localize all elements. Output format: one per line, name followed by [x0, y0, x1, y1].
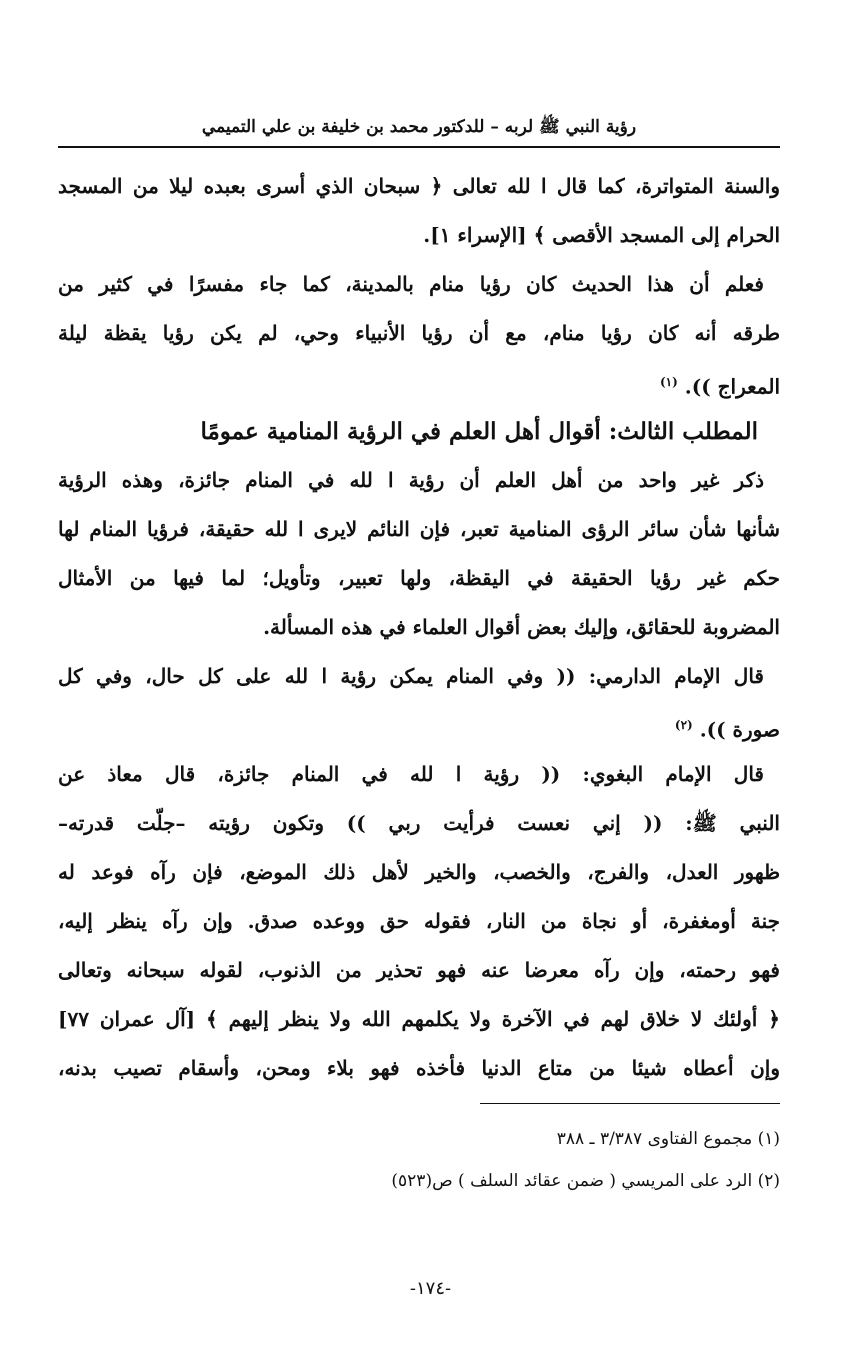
text-line: قال الإمام البغوي: (( رؤية ا لله في المنام جائزة، قال معاذ عن — [58, 762, 764, 786]
text-line: النبي ﷺ: (( إني نعست فرأيت ربي )) وتكون رؤيته –جلّت قدرته– — [58, 811, 780, 835]
text-line: المعراج )). — [684, 374, 780, 399]
header-divider — [58, 146, 780, 148]
text-line: ﴿ أولئك لا خلاق لهم في الآخرة ولا يكلمهم الله ولا ينظر إليهم ﴾ [آل عمران ٧٧] — [58, 1007, 780, 1031]
text-line: الحرام إلى المسجد الأقصى ﴾ [الإسراء ١]. — [423, 223, 780, 247]
text-line-with-footnote — [58, 701, 780, 750]
footnote-divider — [480, 1103, 780, 1104]
footnote-item: (١) مجموع الفتاوى ٣/٣٨٧ ـ ٣٨٨ — [556, 1129, 780, 1149]
text-line: وإن أعطاه شيئا من متاع الدنيا فأخذه فهو بلاء ومحن، وأسقام تصيب بدنه، — [58, 1056, 780, 1080]
text-line: قال الإمام الدارمي: (( وفي المنام يمكن رؤية ا لله على كل حال، وفي كل — [58, 664, 764, 688]
text-line: شأنها شأن سائر الرؤى المنامية تعبر، فإن النائم لايرى ا لله حقيقة، فرؤيا المنام لها — [58, 517, 780, 541]
text-line: المضروبة للحقائق، وإليك بعض أقوال العلماء في هذه المسألة. — [263, 615, 780, 639]
footnote-marker: (١) — [659, 375, 678, 389]
text-line: فعلم أن هذا الحديث كان رؤيا منام بالمدينة، كما جاء مفسرًا في كثير من — [58, 272, 764, 296]
text-line: والسنة المتواترة، كما قال ا لله تعالى ﴿ سبحان الذي أسرى بعبده ليلا من المسجد — [58, 174, 780, 198]
page-number: -١٧٤- — [409, 1278, 452, 1299]
footnote-item: (٢) الرد على المريسي ( ضمن عقائد السلف ) ص(٥٢٣) — [391, 1171, 780, 1191]
footnotes — [58, 1118, 780, 1202]
text-line: جنة أومغفرة، أو نجاة من النار، فقوله حق ووعده صدق. وإن رآه ينظر إليه، — [58, 909, 780, 933]
text-line: ظهور العدل، والفرج، والخصب، والخير لأهل ذلك الموضع، فإن رآه فوعد له — [58, 860, 780, 884]
main-text — [58, 162, 780, 1093]
text-line-with-footnote — [58, 358, 780, 407]
footnote-marker: (٢) — [674, 718, 693, 732]
text-line: حكم غير رؤيا الحقيقة في اليقظة، ولها تعبير، وتأويل؛ لما فيها من الأمثال — [58, 566, 780, 590]
running-header: رؤية النبي ﷺ لربه – للدكتور محمد بن خليفة بن علي التميمي — [201, 117, 637, 137]
section-heading: المطلب الثالث: أقوال أهل العلم في الرؤية المنامية عمومًا — [200, 418, 758, 445]
text-line: ذكر غير واحد من أهل العلم أن رؤية ا لله في المنام جائزة، وهذه الرؤية — [58, 468, 764, 492]
text-line: صورة )). — [699, 717, 780, 742]
text-line: فهو رحمته، وإن رآه معرضا عنه فهو تحذير من الذنوب، لقوله سبحانه وتعالى — [58, 958, 780, 982]
text-line: طرقه أنه كان رؤيا منام، مع أن رؤيا الأنبياء وحي، لم يكن رؤيا يقظة ليلة — [58, 321, 780, 345]
